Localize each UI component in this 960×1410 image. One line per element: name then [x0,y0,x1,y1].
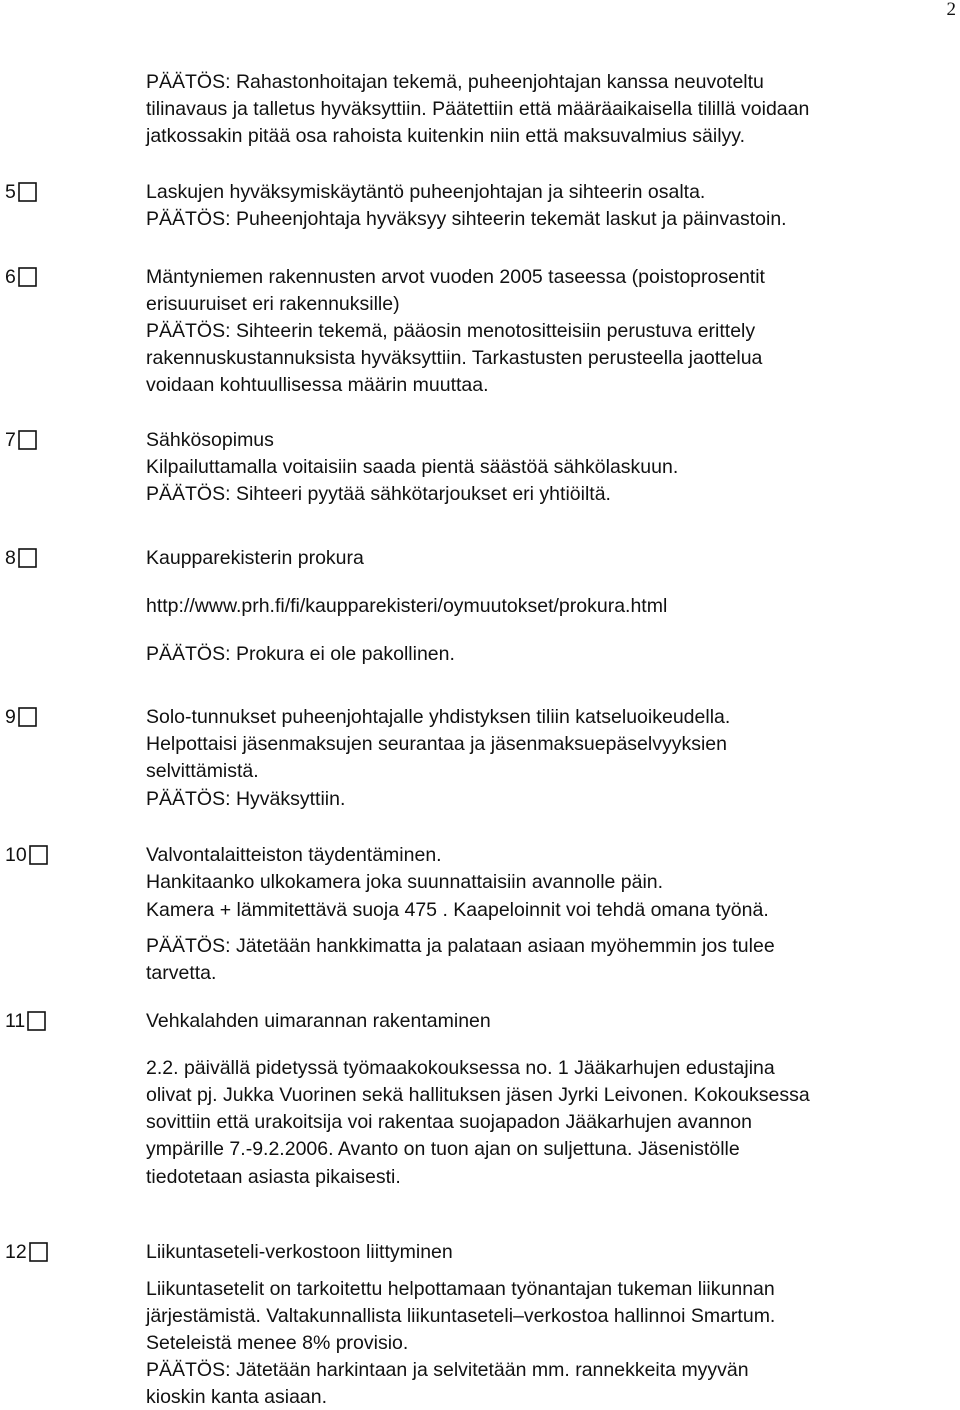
item-text: Helpottaisi jäsenmaksujen seurantaa ja jäsenmaksuepäselvyyksien [146,733,727,755]
item-number-11: 11 [5,1009,48,1033]
item-text: Seteleistä menee 8% provisio. [146,1332,409,1354]
item-decision: PÄÄTÖS: Puheenjohtaja hyväksyy sihteerin tekemät laskut ja päinvastoin. [146,208,787,230]
item-text: ympärille 7.-9.2.2006. Avanto on tuon ajan on suljettuna. Jäsenistölle [146,1138,740,1160]
item-title: Liikuntaseteli-verkostoon liittyminen [146,1241,453,1263]
page-number: 2 [946,0,956,20]
item-decision: PÄÄTÖS: Prokura ei ole pakollinen. [146,643,455,665]
intro-line: tilinavaus ja talletus hyväksyttiin. Päätettiin että määräaikaisella tilillä voidaan [146,98,810,120]
item-number-10: 10 [5,843,50,867]
item-text: erisuuruiset eri rakennuksille) [146,293,400,315]
item-title: Solo-tunnukset puheenjohtajalle yhdistyksen tiliin katseluoikeudella. [146,706,731,728]
section-mark-icon [26,1011,48,1031]
intro-line: jatkossakin pitää osa rahoista kuitenkin niin että maksuvalmius säilyy. [146,125,746,147]
item-text: Liikuntasetelit on tarkoitettu helpottamaan työnantajan tukeman liikunnan [146,1278,775,1300]
item-text: sovittiin että urakoitsija voi rakentaa suojapadon Jääkarhujen avannon [146,1111,752,1133]
item-number-7: 7 [5,428,39,452]
item-text: rakennuskustannuksista hyväksyttiin. Tarkastusten perusteella jaottelua [146,347,763,369]
item-title: Vehkalahden uimarannan rakentaminen [146,1010,491,1032]
item-text: tarvetta. [146,962,217,984]
section-mark-icon [17,548,39,568]
item-decision: PÄÄTÖS: Jätetään hankkimatta ja palataan asiaan myöhemmin jos tulee [146,935,775,957]
item-title: Valvontalaitteiston täydentäminen. [146,844,442,866]
item-text: järjestämistä. Valtakunnallista liikuntaseteli–verkostoa hallinnoi Smartum. [146,1305,776,1327]
section-mark-icon [17,267,39,287]
item-text: Kilpailuttamalla voitaisiin saada pientä säästöä sähkölaskuun. [146,456,679,478]
item-text: olivat pj. Jukka Vuorinen sekä hallituksen jäsen Jyrki Leivonen. Kokouksessa [146,1084,810,1106]
item-title: Sähkösopimus [146,429,274,451]
item-text: selvittämistä. [146,760,259,782]
section-mark-icon [17,707,39,727]
prokura-link[interactable]: http://www.prh.fi/fi/kaupparekisteri/oymuutokset/prokura.html [146,595,668,617]
item-text: kioskin kanta asiaan. [146,1386,328,1408]
item-decision: PÄÄTÖS: Jätetään harkintaan ja selvitetään mm. rannekkeita myyvän [146,1359,749,1381]
item-decision: PÄÄTÖS: Sihteeri pyytää sähkötarjoukset eri yhtiöiltä. [146,483,611,505]
item-title: Laskujen hyväksymiskäytäntö puheenjohtajan ja sihteerin osalta. [146,181,706,203]
item-number-9: 9 [5,705,39,729]
item-number-5: 5 [5,180,39,204]
item-number-6: 6 [5,265,39,289]
section-mark-icon [28,1242,50,1262]
item-text: Hankitaanko ulkokamera joka suunnattaisiin avannolle päin. [146,871,664,893]
item-decision: PÄÄTÖS: Sihteerin tekemä, pääosin menotositteisiin perustuva erittely [146,320,756,342]
section-mark-icon [28,845,50,865]
item-text: tiedotetaan asiasta pikaisesti. [146,1166,401,1188]
item-number-12: 12 [5,1240,50,1264]
item-title: Kaupparekisterin prokura [146,547,364,569]
item-title: Mäntyniemen rakennusten arvot vuoden 2005 taseessa (poistoprosentit [146,266,765,288]
item-number-8: 8 [5,546,39,570]
item-text: 2.2. päivällä pidetyssä työmaakokouksessa no. 1 Jääkarhujen edustajina [146,1057,775,1079]
section-mark-icon [17,182,39,202]
intro-line: PÄÄTÖS: Rahastonhoitajan tekemä, puheenjohtajan kanssa neuvoteltu [146,71,764,93]
item-text: voidaan kohtuullisessa määrin muuttaa. [146,374,489,396]
item-decision: PÄÄTÖS: Hyväksyttiin. [146,788,346,810]
item-text: Kamera + lämmitettävä suoja 475 . Kaapeloinnit voi tehdä omana työnä. [146,899,769,921]
section-mark-icon [17,430,39,450]
